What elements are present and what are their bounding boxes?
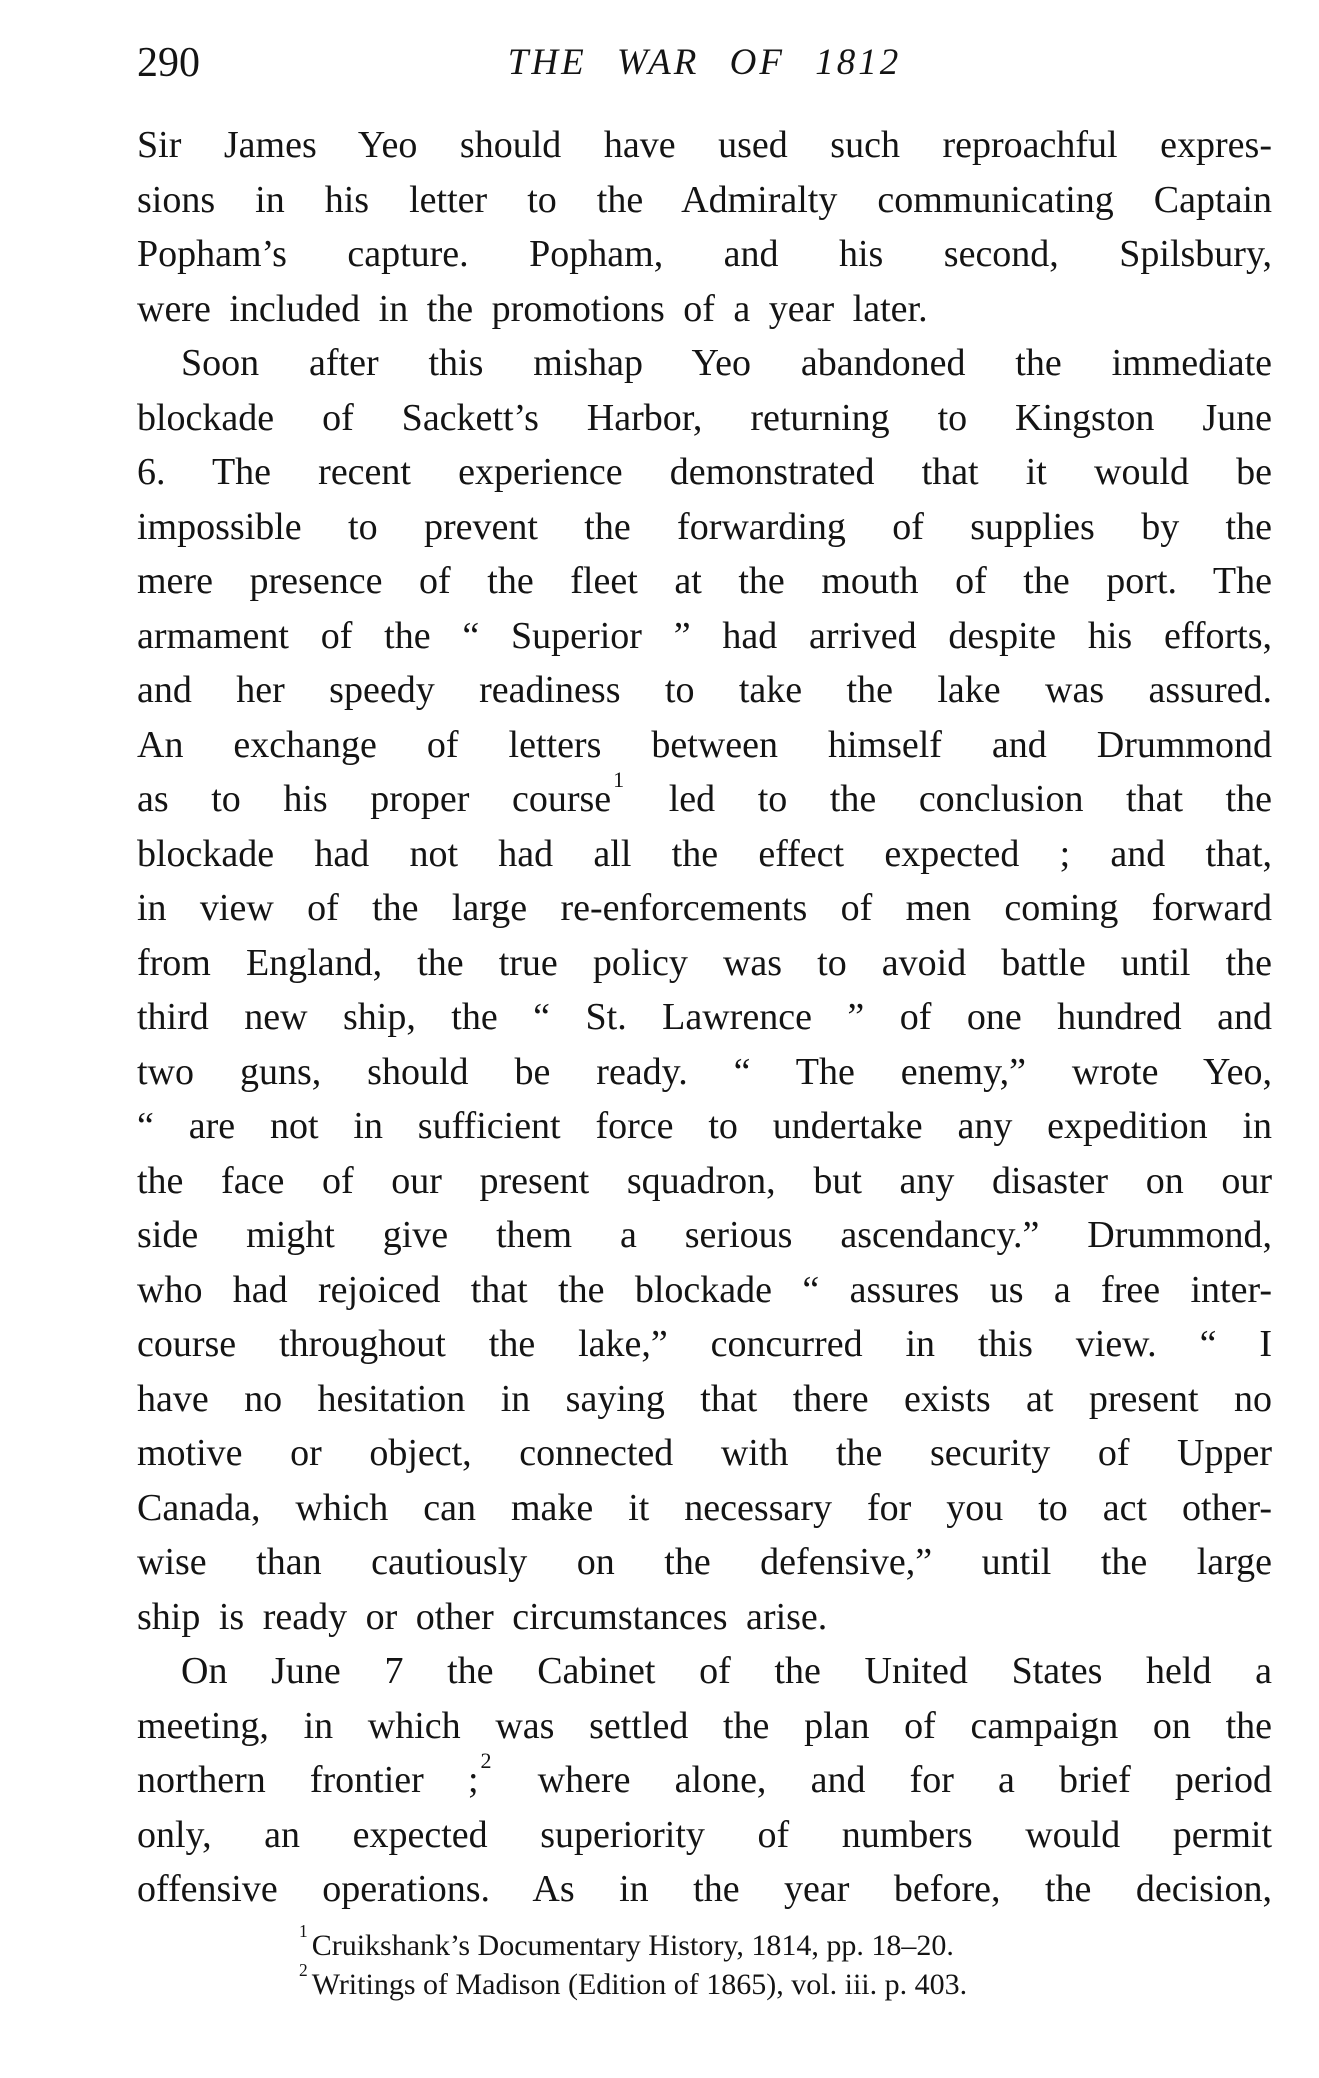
- footnote: $^1$ Cruikshank’s Documentary History, 1814, pp. 18–20.: [299, 1921, 954, 1962]
- text-line: 6. The recent experience demonstrated that it would be: [137, 451, 1272, 493]
- text-line: offensive operations. As in the year before, the decision,: [137, 1868, 1272, 1910]
- text-line: armament of the “ Superior ” had arrived despite his efforts,: [137, 614, 1272, 657]
- text-line: Sir James Yeo should have used such reproachful expres-: [137, 124, 1272, 166]
- page-number: 290: [137, 40, 200, 86]
- text-line: wise than cautiously on the defensive,” until the large: [137, 1541, 1272, 1583]
- text-line: two guns, should be ready. “ The enemy,” wrote Yeo,: [137, 1050, 1272, 1093]
- text-line: motive or object, connected with the security of Upper: [137, 1432, 1272, 1474]
- text-line: impossible to prevent the forwarding of supplies by the: [137, 505, 1272, 548]
- text-line: who had rejoiced that the blockade “ assures us a free inter-: [137, 1268, 1272, 1311]
- text-line: were included in the promotions of a year later.: [137, 287, 928, 330]
- text-line: mere presence of the fleet at the mouth of the port. The: [137, 560, 1272, 602]
- footnote-marker: 2: [299, 1960, 308, 1981]
- text-line: blockade of Sackett’s Harbor, returning to Kingston June: [137, 396, 1272, 439]
- footnote-marker: 1: [299, 1921, 308, 1942]
- text-line: An exchange of letters between himself and Drummond: [137, 723, 1272, 766]
- text-line: course throughout the lake,” concurred in this view. “ I: [137, 1323, 1272, 1365]
- text-line: from England, the true policy was to avoid battle until the: [137, 941, 1272, 984]
- text-line: have no hesitation in saying that there exists at present no: [137, 1377, 1272, 1420]
- footnotes: [297, 1921, 1272, 2004]
- text-line: Canada, which can make it necessary for you to act other-: [137, 1486, 1272, 1529]
- text-line: third new ship, the “ St. Lawrence ” of one hundred and: [137, 996, 1272, 1038]
- text-line: Popham’s capture. Popham, and his second, Spilsbury,: [137, 233, 1272, 275]
- text-line: meeting, in which was settled the plan of campaign on the: [137, 1704, 1272, 1747]
- text-line: On June 7 the Cabinet of the United States held a: [181, 1650, 1272, 1692]
- footnote-reference: 1: [613, 767, 625, 793]
- text-line: sions in his letter to the Admiralty communicating Captain: [137, 178, 1272, 221]
- footnote: $^2$ Writings of Madison (Edition of 1865), vol. iii. p. 403.: [299, 1960, 968, 2001]
- text-line: in view of the large re-enforcements of men coming forward: [137, 887, 1272, 929]
- text-line: side might give them a serious ascendancy.” Drummond,: [137, 1214, 1272, 1256]
- text-line: the face of our present squadron, but any disaster on our: [137, 1159, 1272, 1202]
- footnote-reference: 2: [480, 1748, 492, 1774]
- text-line: Soon after this mishap Yeo abandoned the immediate: [181, 342, 1272, 384]
- text-line: “ are not in sufficient force to undertake any expedition in: [137, 1105, 1272, 1147]
- text-line: as to his proper course$^1$ led to the conclusion that the: [137, 767, 1272, 820]
- text-line: blockade had not had all the effect expected ; and that,: [137, 832, 1272, 875]
- text-line: ship is ready or other circumstances arise.: [137, 1595, 828, 1638]
- text-line: only, an expected superiority of numbers would permit: [137, 1813, 1272, 1856]
- text-line: northern frontier ;$^2$ where alone, and for a brief period: [137, 1748, 1272, 1801]
- text-line: and her speedy readiness to take the lake was assured.: [137, 669, 1272, 711]
- body-text: [137, 118, 1272, 1917]
- page-header: [137, 40, 1272, 90]
- running-title: THE WAR OF 1812: [507, 42, 902, 83]
